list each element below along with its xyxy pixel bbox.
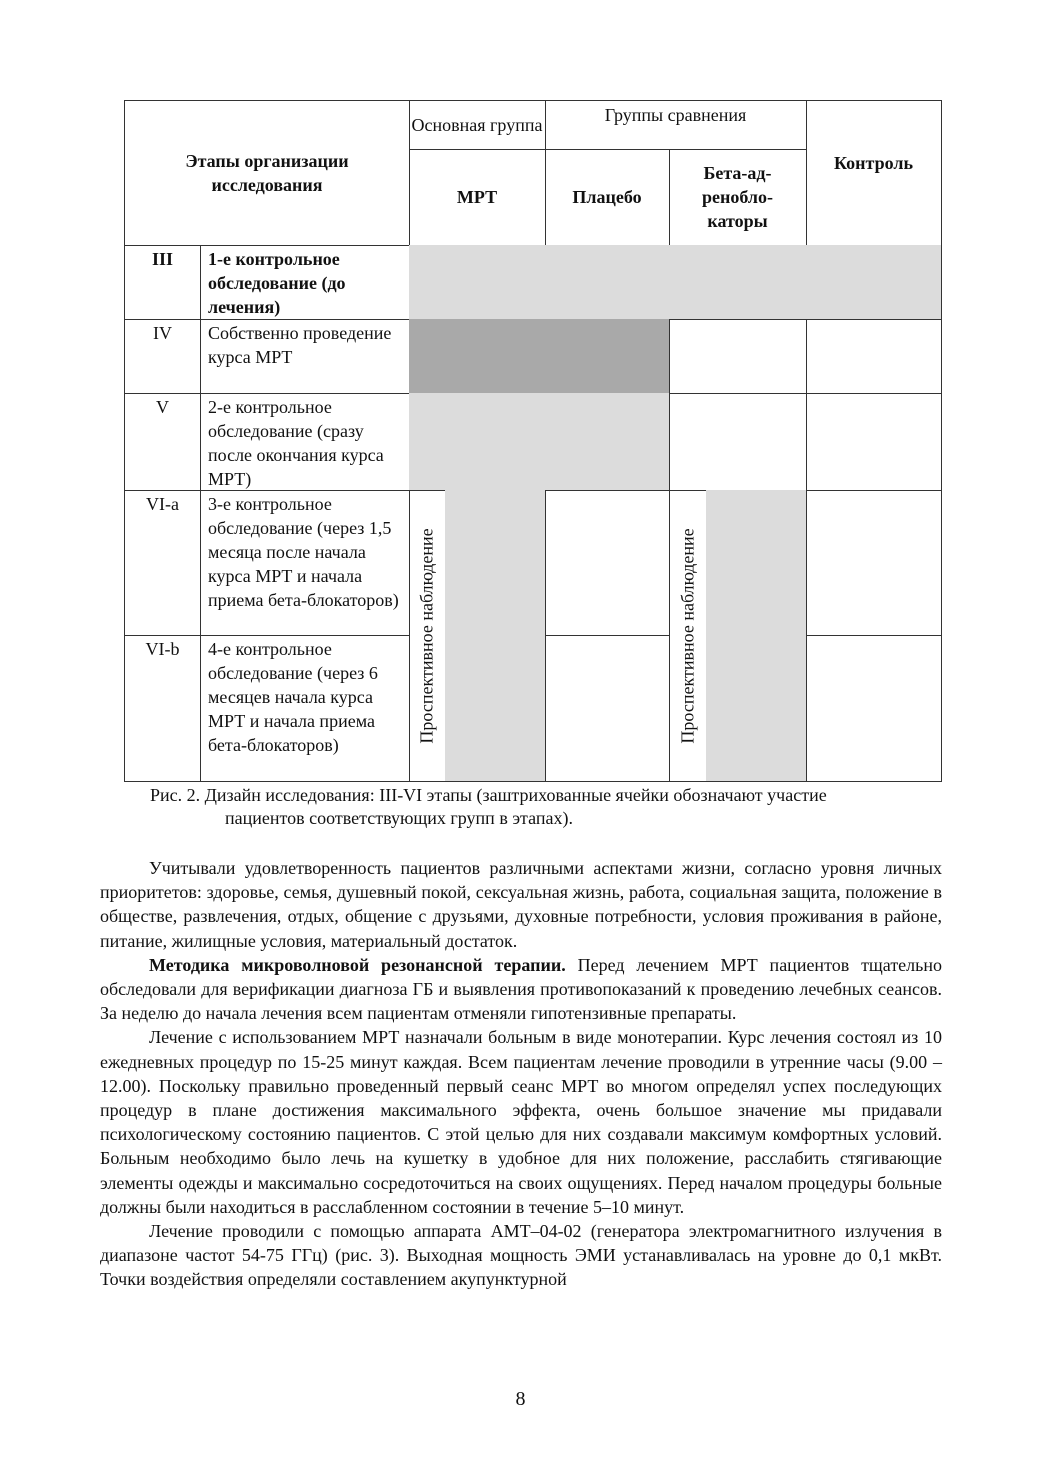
cell-placebo-iv: [545, 319, 670, 394]
caption-line: пациентов соответствующих групп в этапах).: [225, 808, 573, 828]
paragraph: Лечение с использованием МРТ назначали больным в виде монотерапии. Курс лечения состоял из 10 ежедневных процедур по 15-25 минут каждая. Всем пациентам лечение проводили в утренние часы (9.00 – 12.00). Поскольку правильно проведенный первый сеанс МРТ во многом определял успех последующих процедур в плане достижения максимального эффекта, очень большое значение мы придавали психологическому состоянию пациентов. С этой целью для них создавали максимум комфортных условий. Больным необходимо было лечь на кушетку в удобное для них положение, расслабить стягивающие элементы одежды и максимально сосредоточиться на своих ощущениях. Перед началом процедуры больные должны были находиться в расслабленном состоянии в течение 5–10 минут.: [100, 1027, 942, 1217]
cell-mrt-vib: [445, 635, 546, 782]
beta-blockers-header: Бета-ад-ренобло-каторы: [669, 149, 807, 246]
prospective-label-beta: Проспективное наблюдение: [669, 490, 707, 782]
cell-placebo-v: [545, 393, 670, 491]
cell-control-vib: [806, 635, 942, 782]
cell-placebo-via: [545, 490, 670, 636]
paragraph: Учитывали удовлетворенность пациентов различными аспектами жизни, согласно уровня личных приоритетов: здоровье, семья, душевный покой, сексуальная жизнь, работа, социальная защита, положение в обществе, развлечения, отдых, общение с друзьями, духовные потребности, условия проживания в районе, питание, жилищные условия, материальный достаток.: [100, 858, 942, 951]
prospective-label-mrt: Проспективное наблюдение: [409, 490, 446, 782]
cell-beta-vib: [706, 635, 807, 782]
paragraph-heading: Методика микроволновой резонансной терапии.: [149, 954, 566, 975]
mrt-header: МРТ: [409, 149, 546, 246]
stage-description: 4-е контрольное обследование (через 6 месяцев начала курса МРТ и начала приема бета-блокаторов): [200, 635, 410, 782]
stage-number: VI-b: [124, 635, 201, 782]
stages-header: Этапы организации исследования: [124, 100, 410, 246]
cell-beta-iii: [669, 245, 807, 320]
paragraph-text: Перед лечением МРТ пациентов тщательно обследовали для верификации диагноза ГБ и выявления противопоказаний к проведению лечебных сеансов. За неделю до начала лечения всем пациентам отменяли гипотензивные препараты.: [100, 954, 942, 1024]
cell-beta-via: [706, 490, 807, 636]
cell-mrt-iii: [409, 245, 546, 320]
body-text: [100, 856, 942, 1292]
page-number: 8: [515, 1388, 526, 1410]
stage-number: IV: [124, 319, 201, 394]
paragraph: [100, 953, 942, 1026]
cell-mrt-via: [445, 490, 546, 636]
figure-caption: [150, 784, 945, 830]
cell-control-iii: [806, 245, 942, 320]
stage-description: Собственно проведение курса МРТ: [200, 319, 410, 394]
cell-control-v: [806, 393, 942, 491]
cell-placebo-vib: [545, 635, 670, 782]
stage-description: 2-е контрольное обследование (сразу после окончания курса МРТ): [200, 393, 410, 491]
stage-number: V: [124, 393, 201, 491]
stage-number: VI-a: [124, 490, 201, 636]
cell-beta-v: [669, 393, 807, 491]
stage-number: III: [124, 245, 201, 320]
cell-control-via: [806, 490, 942, 636]
cell-control-iv: [806, 319, 942, 394]
paragraph: Лечение проводили с помощью аппарата АМТ–04-02 (генератора электромагнитного излучения в диапазоне частот 54-75 ГГц) (рис. 3). Выходная мощность ЭМИ устанавливалась на уровне до 0,1 мкВт. Точки воздействия определяли составлением акупунктурной: [100, 1221, 942, 1290]
cell-mrt-iv: [409, 319, 546, 394]
placebo-header: Плацебо: [545, 149, 670, 246]
control-header: Контроль: [806, 100, 942, 246]
comparison-groups-header: Группы сравнения: [545, 100, 807, 150]
cell-beta-iv: [669, 319, 807, 394]
cell-placebo-iii: [545, 245, 670, 320]
stage-description: 3-е контрольное обследование (через 1,5 месяца после начала курса МРТ и начала приема бета-блокаторов): [200, 490, 410, 636]
study-design-table: [124, 100, 942, 782]
cell-mrt-v: [409, 393, 546, 491]
caption-line: Рис. 2. Дизайн исследования: III-VI этапы (заштрихованные ячейки обозначают участие: [150, 785, 827, 805]
main-group-header: Основная группа: [409, 100, 546, 150]
stage-description: 1-е контрольное обследование (до лечения): [200, 245, 410, 320]
